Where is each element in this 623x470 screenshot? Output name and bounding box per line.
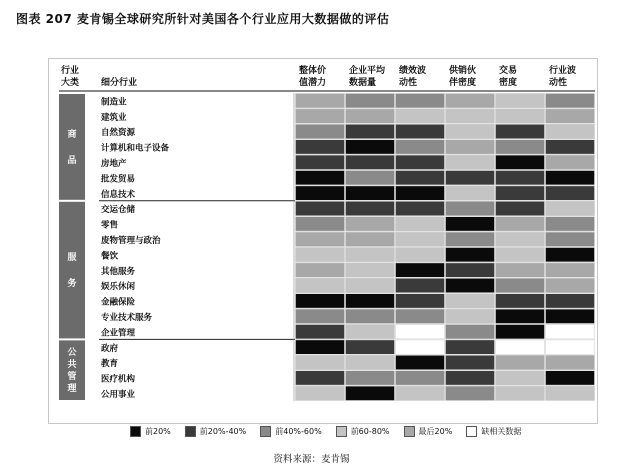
cell-r11-c3 xyxy=(446,263,495,277)
cell-r14-c4 xyxy=(496,309,545,323)
cell-r10-c4 xyxy=(496,248,545,262)
row-label-18: 医疗机构 xyxy=(101,374,136,385)
cell-r14-c2 xyxy=(396,309,445,323)
cell-r15-c5 xyxy=(546,325,595,339)
cell-r19-c0 xyxy=(296,386,345,400)
cell-r7-c1 xyxy=(346,201,395,215)
cell-r10-c5 xyxy=(546,248,595,262)
group-label-2-0: 公 xyxy=(67,348,77,359)
cell-r13-c4 xyxy=(496,294,545,308)
group-label-2-3: 理 xyxy=(67,384,77,395)
cell-r17-c4 xyxy=(496,355,545,369)
cell-r0-c0 xyxy=(296,94,345,108)
legend-label-1: 前20%-40% xyxy=(199,426,247,436)
cell-r6-c5 xyxy=(546,186,595,200)
cell-r4-c4 xyxy=(496,155,545,169)
column-header-1-line2: 数据量 xyxy=(349,78,377,88)
cell-r0-c4 xyxy=(496,94,545,108)
cell-r13-c5 xyxy=(546,294,595,308)
cell-r11-c0 xyxy=(296,263,345,277)
cell-r5-c0 xyxy=(296,171,345,185)
group-label-1-1: 务 xyxy=(67,279,77,290)
legend-item-4 xyxy=(404,426,453,437)
group-block-0 xyxy=(59,94,85,200)
cell-r19-c5 xyxy=(546,386,595,400)
cell-r13-c0 xyxy=(296,294,345,308)
row-label-7: 交运仓储 xyxy=(101,205,136,216)
column-header-5-line2: 动性 xyxy=(549,78,568,88)
cell-r18-c0 xyxy=(296,371,345,385)
cell-r3-c0 xyxy=(296,140,345,154)
cell-r9-c1 xyxy=(346,232,395,246)
cell-r8-c1 xyxy=(346,217,395,231)
cell-r12-c2 xyxy=(396,278,445,292)
cell-r1-c0 xyxy=(296,109,345,123)
cell-r19-c1 xyxy=(346,386,395,400)
cell-r16-c1 xyxy=(346,340,395,354)
legend-label-3: 前60-80% xyxy=(350,426,390,436)
legend-swatch-2 xyxy=(260,426,271,437)
cell-r19-c4 xyxy=(496,386,545,400)
cell-r9-c5 xyxy=(546,232,595,246)
legend-item-0 xyxy=(130,426,171,437)
cell-r11-c4 xyxy=(496,263,545,277)
row-label-15: 企业管理 xyxy=(101,328,136,339)
cell-r14-c3 xyxy=(446,309,495,323)
cell-r4-c0 xyxy=(296,155,345,169)
cell-r14-c0 xyxy=(296,309,345,323)
row-label-8: 零售 xyxy=(101,220,119,231)
cell-r7-c4 xyxy=(496,201,545,215)
row-label-12: 娱乐休闲 xyxy=(101,282,136,293)
cell-r12-c5 xyxy=(546,278,595,292)
cell-r8-c0 xyxy=(296,217,345,231)
cell-r0-c5 xyxy=(546,94,595,108)
cell-r19-c2 xyxy=(396,386,445,400)
figure-title: 图表 207 麦肯锡全球研究所针对美国各个行业应用大数据做的评估 xyxy=(16,12,390,26)
cell-r4-c1 xyxy=(346,155,395,169)
cell-r0-c1 xyxy=(346,94,395,108)
cell-r12-c1 xyxy=(346,278,395,292)
cell-r9-c2 xyxy=(396,232,445,246)
column-header-0: 整体价 xyxy=(299,66,327,76)
cell-r9-c3 xyxy=(446,232,495,246)
heatmap-figure xyxy=(48,58,598,424)
group-label-0-0: 商 xyxy=(67,129,77,140)
cell-r17-c2 xyxy=(396,355,445,369)
cell-r16-c5 xyxy=(546,340,595,354)
column-header-0-line2: 值潜力 xyxy=(299,78,327,88)
column-header-4: 交易 xyxy=(499,66,518,76)
group-block-1 xyxy=(59,202,85,339)
group-label-0-1: 品 xyxy=(67,155,77,166)
cell-r13-c2 xyxy=(396,294,445,308)
cell-r3-c5 xyxy=(546,140,595,154)
column-header-5: 行业波 xyxy=(549,66,577,76)
cell-r1-c1 xyxy=(346,109,395,123)
cell-r1-c3 xyxy=(446,109,495,123)
cell-r2-c2 xyxy=(396,124,445,138)
row-label-17: 教育 xyxy=(101,359,119,370)
cell-r4-c5 xyxy=(546,155,595,169)
cell-r6-c1 xyxy=(346,186,395,200)
cell-r6-c0 xyxy=(296,186,345,200)
cell-r5-c3 xyxy=(446,171,495,185)
row-label-13: 金融保险 xyxy=(101,297,136,308)
heatmap-svg xyxy=(49,59,597,423)
legend xyxy=(130,424,521,438)
row-label-3: 计算机和电子设备 xyxy=(101,143,170,154)
cell-r8-c2 xyxy=(396,217,445,231)
cell-r0-c3 xyxy=(446,94,495,108)
cell-r14-c5 xyxy=(546,309,595,323)
cell-r2-c3 xyxy=(446,124,495,138)
column-header-2-line2: 动性 xyxy=(399,78,418,88)
cell-r7-c5 xyxy=(546,201,595,215)
cell-r4-c2 xyxy=(396,155,445,169)
cell-r17-c3 xyxy=(446,355,495,369)
cell-r10-c3 xyxy=(446,248,495,262)
legend-label-0: 前20% xyxy=(145,426,171,436)
cell-r2-c5 xyxy=(546,124,595,138)
header-sub: 细分行业 xyxy=(101,78,138,88)
cell-r13-c1 xyxy=(346,294,395,308)
cell-r11-c5 xyxy=(546,263,595,277)
legend-swatch-4 xyxy=(404,426,415,437)
row-label-1: 建筑业 xyxy=(101,112,127,123)
cell-r15-c4 xyxy=(496,325,545,339)
cell-r7-c0 xyxy=(296,201,345,215)
cell-r16-c4 xyxy=(496,340,545,354)
group-label-2-1: 共 xyxy=(67,360,77,371)
column-header-4-line2: 密度 xyxy=(499,78,518,88)
cell-r6-c3 xyxy=(446,186,495,200)
row-label-14: 专业技术服务 xyxy=(101,313,153,323)
cell-r2-c4 xyxy=(496,124,545,138)
cell-r16-c2 xyxy=(396,340,445,354)
cell-r3-c4 xyxy=(496,140,545,154)
row-label-2: 自然资源 xyxy=(101,128,136,139)
cell-r3-c1 xyxy=(346,140,395,154)
row-label-0: 制造业 xyxy=(101,97,127,108)
row-label-11: 其他服务 xyxy=(101,266,136,277)
cell-r5-c1 xyxy=(346,171,395,185)
legend-swatch-3 xyxy=(336,426,347,437)
cell-r15-c0 xyxy=(296,325,345,339)
cell-r10-c1 xyxy=(346,248,395,262)
cell-r10-c2 xyxy=(396,248,445,262)
legend-item-5 xyxy=(466,426,521,437)
group-label-2-2: 管 xyxy=(67,372,77,383)
cell-r14-c1 xyxy=(346,309,395,323)
row-label-19: 公用事业 xyxy=(101,390,136,400)
cell-r11-c1 xyxy=(346,263,395,277)
cell-r3-c3 xyxy=(446,140,495,154)
cell-r16-c3 xyxy=(446,340,495,354)
cell-r17-c1 xyxy=(346,355,395,369)
cell-r18-c5 xyxy=(546,371,595,385)
cell-r1-c2 xyxy=(396,109,445,123)
cell-r7-c2 xyxy=(396,201,445,215)
row-label-10: 餐饮 xyxy=(101,251,119,262)
legend-swatch-5 xyxy=(466,426,477,437)
cell-r5-c2 xyxy=(396,171,445,185)
cell-r12-c0 xyxy=(296,278,345,292)
cell-r18-c4 xyxy=(496,371,545,385)
header-group-line2: 大类 xyxy=(61,78,80,88)
cell-r10-c0 xyxy=(296,248,345,262)
group-label-1-0: 服 xyxy=(67,253,77,264)
cell-r1-c4 xyxy=(496,109,545,123)
legend-label-4: 最后20% xyxy=(418,426,453,436)
cell-r6-c4 xyxy=(496,186,545,200)
cell-r8-c3 xyxy=(446,217,495,231)
cell-r9-c0 xyxy=(296,232,345,246)
legend-label-5: 缺相关数据 xyxy=(481,426,522,436)
cell-r8-c5 xyxy=(546,217,595,231)
cell-r18-c3 xyxy=(446,371,495,385)
cell-r18-c2 xyxy=(396,371,445,385)
cell-r12-c4 xyxy=(496,278,545,292)
cell-r16-c0 xyxy=(296,340,345,354)
row-label-4: 房地产 xyxy=(101,159,127,169)
row-label-16: 政府 xyxy=(101,343,119,354)
cell-r3-c2 xyxy=(396,140,445,154)
cell-r15-c2 xyxy=(396,325,445,339)
cell-r12-c3 xyxy=(446,278,495,292)
cell-r17-c5 xyxy=(546,355,595,369)
legend-swatch-1 xyxy=(185,426,196,437)
cell-r5-c4 xyxy=(496,171,545,185)
header-group-line1: 行业 xyxy=(61,66,80,76)
cell-r1-c5 xyxy=(546,109,595,123)
cell-r9-c4 xyxy=(496,232,545,246)
cell-r17-c0 xyxy=(296,355,345,369)
column-header-3-line2: 伴密度 xyxy=(449,78,477,88)
cell-r15-c3 xyxy=(446,325,495,339)
cell-r13-c3 xyxy=(446,294,495,308)
cell-r11-c2 xyxy=(396,263,445,277)
row-label-6: 信息技术 xyxy=(101,189,136,200)
source-note: 资料来源：麦肯锡 xyxy=(273,454,350,465)
cell-r2-c0 xyxy=(296,124,345,138)
column-header-2: 绩效波 xyxy=(399,66,427,76)
legend-item-1 xyxy=(185,426,246,437)
cell-r7-c3 xyxy=(446,201,495,215)
legend-label-2: 前40%-60% xyxy=(275,426,322,436)
cell-r8-c4 xyxy=(496,217,545,231)
cell-r0-c2 xyxy=(396,94,445,108)
legend-item-2 xyxy=(260,426,321,437)
cell-r15-c1 xyxy=(346,325,395,339)
cell-r5-c5 xyxy=(546,171,595,185)
column-header-1: 企业平均 xyxy=(349,66,386,76)
cell-r6-c2 xyxy=(396,186,445,200)
column-header-3: 供销伙 xyxy=(449,66,477,76)
row-label-5: 批发贸易 xyxy=(101,174,136,185)
legend-swatch-0 xyxy=(130,426,141,437)
cell-r2-c1 xyxy=(346,124,395,138)
cell-r19-c3 xyxy=(446,386,495,400)
legend-item-3 xyxy=(336,426,390,437)
row-label-9: 废物管理与政治 xyxy=(101,236,161,246)
cell-r18-c1 xyxy=(346,371,395,385)
cell-r4-c3 xyxy=(446,155,495,169)
